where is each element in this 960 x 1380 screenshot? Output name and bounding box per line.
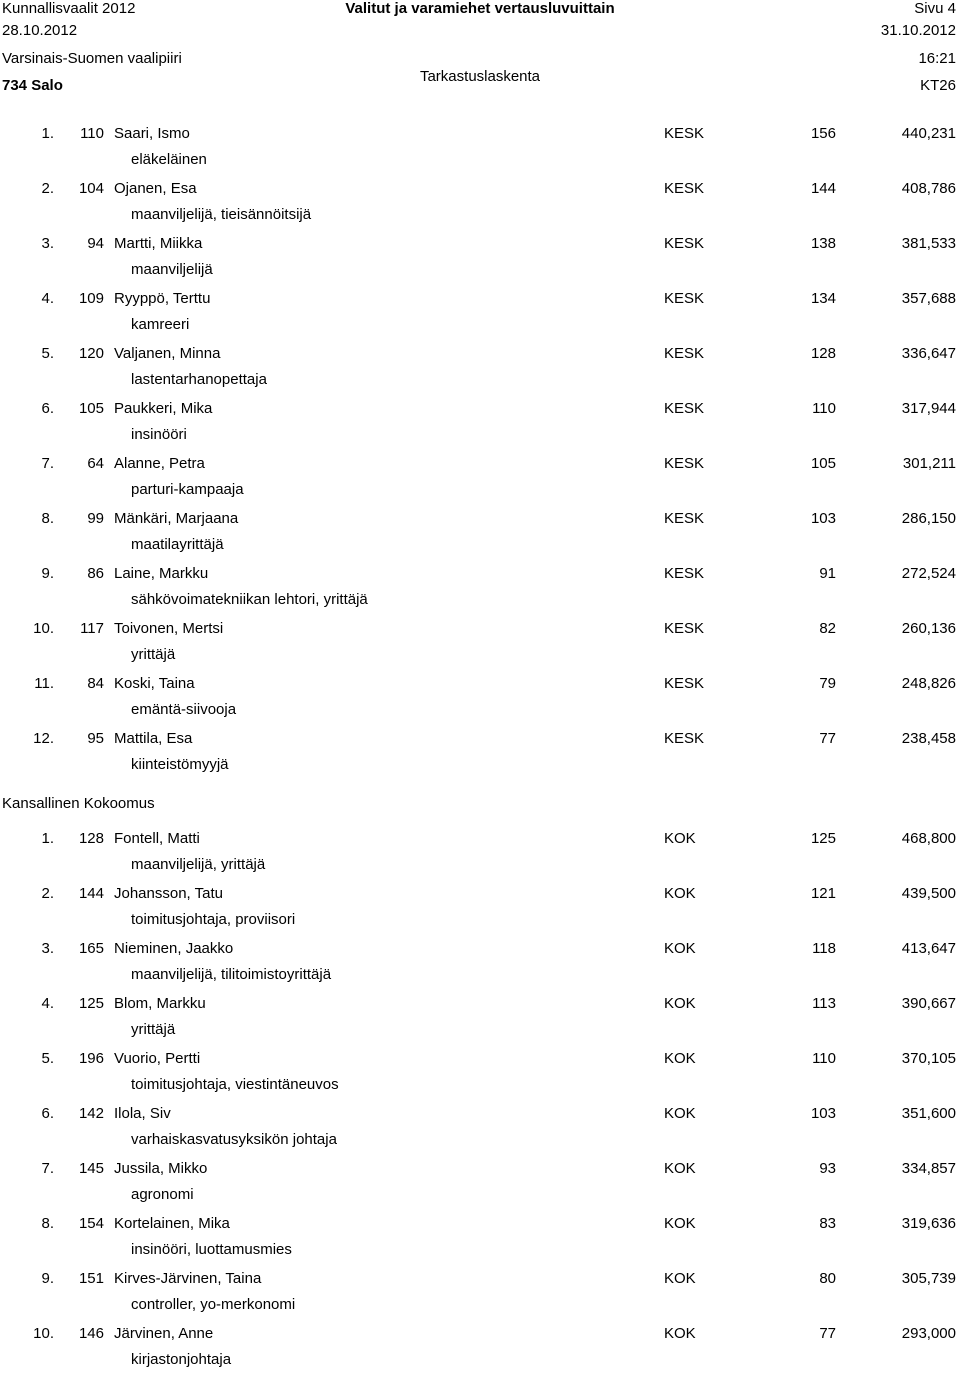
occupation: insinööri, luottamusmies	[131, 1241, 292, 1258]
candidate-number: 64	[87, 455, 104, 472]
candidate-name: Fontell, Matti	[114, 830, 200, 847]
comparison-number: 370,105	[901, 1050, 956, 1067]
rank: 1.	[41, 830, 54, 847]
candidate-number: 142	[78, 1105, 104, 1122]
candidate-entry	[0, 1105, 960, 1160]
party-abbrev: KESK	[664, 290, 705, 307]
votes: 77	[819, 730, 836, 747]
rank: 4.	[41, 290, 54, 307]
candidate-number: 120	[78, 345, 104, 362]
votes: 156	[810, 125, 836, 142]
comparison-number: 334,857	[901, 1160, 956, 1177]
occupation: sähkövoimatekniikan lehtori, yrittäjä	[131, 591, 368, 608]
rank: 11.	[34, 675, 54, 692]
votes: 144	[810, 180, 836, 197]
municipality: 734 Salo	[2, 77, 63, 94]
report-code: KT26	[920, 77, 956, 94]
rank: 2.	[41, 885, 54, 902]
comparison-number: 357,688	[901, 290, 956, 307]
candidate-number: 110	[80, 125, 104, 142]
rank: 6.	[41, 400, 54, 417]
candidate-entry	[0, 1325, 960, 1380]
occupation: maatilayrittäjä	[131, 536, 224, 553]
party-abbrev: KOK	[664, 1160, 696, 1177]
votes: 125	[810, 830, 836, 847]
candidate-entry	[0, 1215, 960, 1270]
votes: 113	[812, 995, 836, 1012]
votes: 83	[819, 1215, 836, 1232]
candidate-number: 154	[78, 1215, 104, 1232]
rank: 9.	[41, 1270, 54, 1287]
rank: 5.	[41, 1050, 54, 1067]
candidate-entry	[0, 730, 960, 785]
candidate-number: 165	[78, 940, 104, 957]
candidate-entry	[0, 125, 960, 180]
comparison-number: 408,786	[901, 180, 956, 197]
comparison-number: 260,136	[901, 620, 956, 637]
comparison-number: 440,231	[901, 125, 956, 142]
votes: 121	[810, 885, 836, 902]
candidate-name: Martti, Miikka	[114, 235, 203, 252]
party-abbrev: KESK	[664, 565, 705, 582]
party-abbrev: KOK	[664, 830, 696, 847]
rank: 3.	[41, 235, 54, 252]
occupation: kamreeri	[131, 316, 190, 333]
occupation: yrittäjä	[131, 646, 176, 663]
votes: 93	[819, 1160, 836, 1177]
candidate-number: 99	[87, 510, 104, 527]
rank: 2.	[41, 180, 54, 197]
comparison-number: 468,800	[901, 830, 956, 847]
occupation: yrittäjä	[131, 1021, 176, 1038]
rank: 1.	[41, 125, 54, 142]
rank: 9.	[41, 565, 54, 582]
candidate-name: Vuorio, Pertti	[114, 1050, 201, 1067]
party-abbrev: KOK	[664, 1215, 696, 1232]
occupation: maanviljelijä, tieisännöitsijä	[131, 206, 312, 223]
candidate-name: Ilola, Siv	[114, 1105, 171, 1122]
party-abbrev: KESK	[664, 730, 705, 747]
comparison-number: 319,636	[901, 1215, 956, 1232]
candidate-name: Koski, Taina	[114, 675, 195, 692]
party-abbrev: KESK	[664, 345, 705, 362]
candidate-entry	[0, 510, 960, 565]
rank: 3.	[41, 940, 54, 957]
candidate-number: 125	[78, 995, 104, 1012]
candidate-number: 105	[78, 400, 104, 417]
votes: 80	[819, 1270, 836, 1287]
party-abbrev: KOK	[664, 940, 696, 957]
rank: 10.	[33, 1325, 54, 1342]
candidate-name: Ojanen, Esa	[114, 180, 197, 197]
candidate-name: Valjanen, Minna	[114, 345, 221, 362]
candidate-name: Järvinen, Anne	[114, 1325, 214, 1342]
candidate-name: Kirves-Järvinen, Taina	[114, 1270, 262, 1287]
party-abbrev: KESK	[664, 675, 705, 692]
print-date: 31.10.2012	[880, 22, 956, 39]
rank: 10.	[33, 620, 54, 637]
candidate-entry	[0, 180, 960, 235]
candidate-number: 117	[80, 620, 104, 637]
comparison-number: 301,211	[902, 455, 956, 472]
occupation: kiinteistömyyjä	[131, 756, 229, 773]
candidate-number: 146	[78, 1325, 104, 1342]
party-abbrev: KESK	[664, 235, 705, 252]
party-abbrev: KOK	[664, 1270, 696, 1287]
votes: 79	[819, 675, 836, 692]
party-abbrev: KESK	[664, 620, 705, 637]
candidate-entry	[0, 235, 960, 290]
candidate-number: 109	[78, 290, 104, 307]
occupation: lastentarhanopettaja	[131, 371, 267, 388]
candidate-number: 145	[78, 1160, 104, 1177]
party-abbrev: KESK	[664, 510, 705, 527]
comparison-number: 390,667	[901, 995, 956, 1012]
rank: 12.	[33, 730, 54, 747]
candidate-name: Jussila, Mikko	[114, 1160, 208, 1177]
party-abbrev: KESK	[664, 400, 705, 417]
comparison-number: 238,458	[901, 730, 956, 747]
comparison-number: 272,524	[901, 565, 956, 582]
party-heading: Kansallinen Kokoomus	[2, 795, 155, 812]
print-time: 16:21	[918, 50, 956, 67]
party-abbrev: KOK	[664, 995, 696, 1012]
occupation: controller, yo-merkonomi	[131, 1296, 296, 1313]
candidate-name: Laine, Markku	[114, 565, 209, 582]
candidate-number: 84	[87, 675, 104, 692]
occupation: varhaiskasvatusyksikön johtaja	[131, 1131, 337, 1148]
candidate-entry	[0, 400, 960, 455]
report-title: Valitut ja varamiehet vertausluvuittain	[345, 0, 615, 17]
occupation: toimitusjohtaja, viestintäneuvos	[131, 1076, 339, 1093]
candidate-entry	[0, 620, 960, 675]
occupation: parturi-kampaaja	[131, 481, 244, 498]
candidate-entry	[0, 565, 960, 620]
rank: 7.	[41, 455, 54, 472]
report-series-title: Kunnallisvaalit 2012	[2, 0, 136, 17]
candidate-entry	[0, 1270, 960, 1325]
count-type: Tarkastuslaskenta	[419, 68, 541, 85]
candidate-name: Alanne, Petra	[114, 455, 205, 472]
candidate-name: Nieminen, Jaakko	[114, 940, 234, 957]
candidate-name: Kortelainen, Mika	[114, 1215, 230, 1232]
votes: 138	[810, 235, 836, 252]
candidate-entry	[0, 885, 960, 940]
candidate-number: 95	[87, 730, 104, 747]
votes: 118	[812, 940, 836, 957]
candidate-name: Johansson, Tatu	[114, 885, 223, 902]
candidate-number: 144	[78, 885, 104, 902]
candidate-name: Mänkäri, Marjaana	[114, 510, 239, 527]
page-number: Sivu 4	[914, 0, 956, 17]
party-abbrev: KOK	[664, 885, 696, 902]
candidate-name: Mattila, Esa	[114, 730, 193, 747]
occupation: maanviljelijä, tilitoimistoyrittäjä	[131, 966, 332, 983]
comparison-number: 286,150	[901, 510, 956, 527]
party-abbrev: KOK	[664, 1325, 696, 1342]
occupation: emäntä-siivooja	[131, 701, 237, 718]
occupation: eläkeläinen	[131, 151, 207, 168]
candidate-entry	[0, 345, 960, 400]
electoral-district: Varsinais-Suomen vaalipiiri	[2, 50, 182, 67]
party-abbrev: KESK	[664, 455, 705, 472]
candidate-entry	[0, 830, 960, 885]
occupation: kirjastonjohtaja	[131, 1351, 232, 1368]
candidate-entry	[0, 1160, 960, 1215]
candidate-entry	[0, 995, 960, 1050]
comparison-number: 381,533	[901, 235, 956, 252]
comparison-number: 305,739	[901, 1270, 956, 1287]
comparison-number: 336,647	[901, 345, 956, 362]
candidate-number: 86	[87, 565, 104, 582]
candidate-number: 196	[78, 1050, 104, 1067]
party-abbrev: KOK	[664, 1105, 696, 1122]
party-abbrev: KESK	[664, 125, 705, 142]
rank: 7.	[41, 1160, 54, 1177]
votes: 110	[812, 400, 836, 417]
candidate-name: Saari, Ismo	[114, 125, 190, 142]
rank: 8.	[41, 510, 54, 527]
votes: 110	[812, 1050, 836, 1067]
occupation: toimitusjohtaja, proviisori	[131, 911, 296, 928]
candidate-entry	[0, 940, 960, 995]
occupation: maanviljelijä	[131, 261, 213, 278]
votes: 128	[810, 345, 836, 362]
comparison-number: 248,826	[901, 675, 956, 692]
comparison-number: 439,500	[901, 885, 956, 902]
comparison-number: 413,647	[901, 940, 956, 957]
candidate-number: 128	[78, 830, 104, 847]
candidate-entry	[0, 455, 960, 510]
rank: 8.	[41, 1215, 54, 1232]
candidate-name: Blom, Markku	[114, 995, 206, 1012]
rank: 5.	[41, 345, 54, 362]
votes: 105	[810, 455, 836, 472]
comparison-number: 351,600	[901, 1105, 956, 1122]
votes: 77	[819, 1325, 836, 1342]
votes: 82	[819, 620, 836, 637]
rank: 6.	[41, 1105, 54, 1122]
rank: 4.	[41, 995, 54, 1012]
votes: 103	[810, 1105, 836, 1122]
candidate-entry	[0, 290, 960, 345]
votes: 91	[819, 565, 836, 582]
candidate-number: 94	[87, 235, 104, 252]
candidate-name: Toivonen, Mertsi	[114, 620, 224, 637]
occupation: agronomi	[131, 1186, 194, 1203]
candidate-entry	[0, 675, 960, 730]
votes: 103	[810, 510, 836, 527]
candidate-number: 104	[78, 180, 104, 197]
candidate-entry	[0, 1050, 960, 1105]
party-abbrev: KESK	[664, 180, 705, 197]
comparison-number: 293,000	[901, 1325, 956, 1342]
candidate-name: Ryyppö, Terttu	[114, 290, 211, 307]
occupation: maanviljelijä, yrittäjä	[131, 856, 266, 873]
party-abbrev: KOK	[664, 1050, 696, 1067]
comparison-number: 317,944	[901, 400, 956, 417]
candidate-name: Paukkeri, Mika	[114, 400, 213, 417]
candidate-number: 151	[78, 1270, 104, 1287]
votes: 134	[810, 290, 836, 307]
occupation: insinööri	[131, 426, 187, 443]
election-date: 28.10.2012	[2, 22, 78, 39]
